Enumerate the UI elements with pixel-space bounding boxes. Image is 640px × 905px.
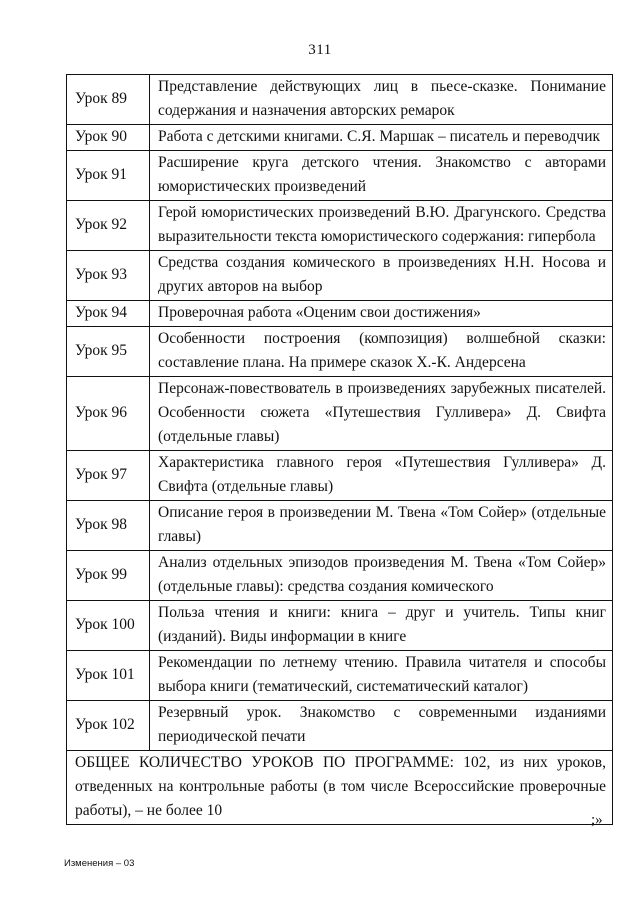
lessons-table: [66, 74, 613, 825]
lesson-topic: Персонаж-повествователь в произведениях зарубежных писателей. Особенности сюжета «Путешествия Гулливера» Д. Свифта (отдельные главы): [150, 377, 613, 451]
table-row: [67, 75, 613, 125]
lesson-number: Урок 99: [67, 551, 150, 601]
table-row: [67, 377, 613, 451]
lesson-number: Урок 90: [67, 125, 150, 151]
table-row: [67, 451, 613, 501]
lesson-number: Урок 93: [67, 251, 150, 301]
lesson-number: Урок 98: [67, 501, 150, 551]
summary-row: [67, 751, 613, 825]
table-row: [67, 151, 613, 201]
table-row: [67, 601, 613, 651]
lesson-number: Урок 101: [67, 651, 150, 701]
lesson-topic: Представление действующих лиц в пьесе-сказке. Понимание содержания и назначения авторских ремарок: [150, 75, 613, 125]
lesson-topic: Расширение круга детского чтения. Знакомство с авторами юмористических произведений: [150, 151, 613, 201]
table-row: [67, 651, 613, 701]
lesson-number: Урок 95: [67, 327, 150, 377]
lesson-number: Урок 97: [67, 451, 150, 501]
lesson-number: Урок 92: [67, 201, 150, 251]
lesson-topic: Проверочная работа «Оценим свои достижения»: [150, 301, 613, 327]
table-row: [67, 327, 613, 377]
table-row: [67, 251, 613, 301]
lesson-number: Урок 94: [67, 301, 150, 327]
revision-footer: Изменения – 03: [64, 858, 135, 869]
table-row: [67, 301, 613, 327]
lesson-topic: Польза чтения и книги: книга – друг и учитель. Типы книг (изданий). Виды информации в книге: [150, 601, 613, 651]
lesson-topic: Особенности построения (композиция) волшебной сказки: составление плана. На примере сказок Х.-К. Андерсена: [150, 327, 613, 377]
closing-quote-mark: ;»: [591, 812, 603, 828]
lesson-topic: Рекомендации по летнему чтению. Правила читателя и способы выбора книги (тематический, систематический каталог): [150, 651, 613, 701]
lesson-number: Урок 100: [67, 601, 150, 651]
table-row: [67, 551, 613, 601]
table-row: [67, 201, 613, 251]
lesson-topic: Характеристика главного героя «Путешествия Гулливера» Д. Свифта (отдельные главы): [150, 451, 613, 501]
lesson-topic: Работа с детскими книгами. С.Я. Маршак – писатель и переводчик: [150, 125, 613, 151]
lesson-number: Урок 96: [67, 377, 150, 451]
page-number: 311: [308, 42, 332, 58]
lesson-topic: Герой юмористических произведений В.Ю. Драгунского. Средства выразительности текста юмористического содержания: гипербола: [150, 201, 613, 251]
lesson-number: Урок 91: [67, 151, 150, 201]
lesson-number: Урок 89: [67, 75, 150, 125]
lesson-topic: Средства создания комического в произведениях Н.Н. Носова и других авторов на выбор: [150, 251, 613, 301]
table-row: [67, 125, 613, 151]
lesson-topic: Анализ отдельных эпизодов произведения М. Твена «Том Сойер» (отдельные главы): средства создания комического: [150, 551, 613, 601]
table-row: [67, 701, 613, 751]
total-lessons-summary: ОБЩЕЕ КОЛИЧЕСТВО УРОКОВ ПО ПРОГРАММЕ: 102, из них уроков, отведенных на контрольные работы (в том числе Всероссийские проверочные работы), – не более 10: [67, 751, 613, 825]
lesson-topic: Описание героя в произведении М. Твена «Том Сойер» (отдельные главы): [150, 501, 613, 551]
lesson-topic: Резервный урок. Знакомство с современными изданиями периодической печати: [150, 701, 613, 751]
table-row: [67, 501, 613, 551]
lesson-number: Урок 102: [67, 701, 150, 751]
